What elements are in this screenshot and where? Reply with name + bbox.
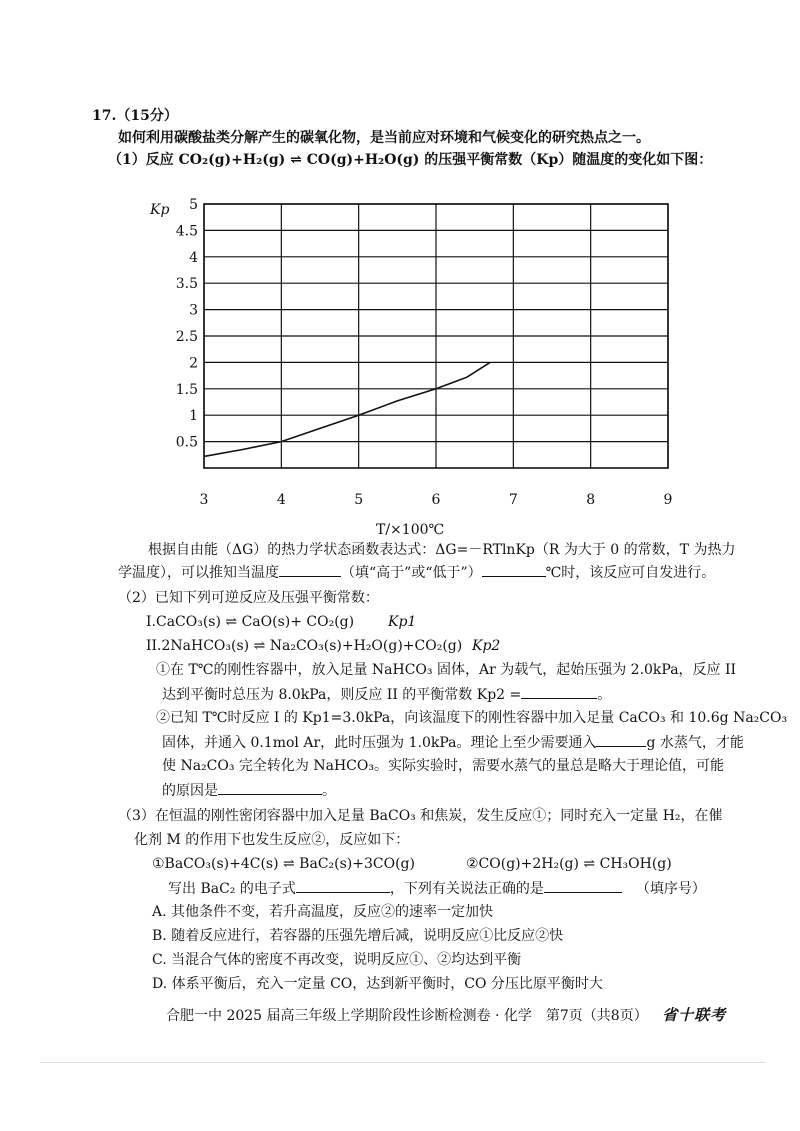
part2-q1-a: ①在 T℃的刚性容器中，放入足量 NaHCO₃ 固体，Ar 为载气，起始压强为 2.0kPa，反应 II [156,662,737,678]
part1-text-a: 根据自由能（ΔG）的热力学状态函数表达式：ΔG=－RTlnKp（R 为大于 0 的常数，T 为热力 [148,542,736,558]
part2-q2-d2: 。 [322,783,336,799]
answer-blank-reason[interactable] [218,780,322,795]
part3-b: 化剂 M 的作用下也发生反应②，反应如下： [134,832,410,848]
answer-blank-water-mass[interactable] [596,732,646,747]
reaction-1-k: Kp1 [388,614,417,630]
part2-q2-d1: 的原因是 [162,783,218,799]
y-tick-label: 0.5 [175,434,198,451]
footer-stamp: 省十联考 [662,1006,727,1024]
answer-blank-temp-compare[interactable] [279,562,341,577]
page-bottom-rule [40,1062,765,1063]
part2-q2-a: ②已知 T℃时反应 I 的 Kp1=3.0kPa，向该温度下的刚性容器中加入足量 CaCO₃ 和 10.6g Na₂CO₃ [156,710,788,726]
chart-grid [204,204,668,468]
question-number: 17.（15分） [92,108,178,124]
part2-q1-b1: 达到平衡时总压为 8.0kPa，则反应 II 的平衡常数 Kp2 = [162,687,522,703]
y-tick-label: 4.5 [175,223,198,240]
x-tick-label: 7 [508,492,518,508]
x-tick-label: 8 [586,492,596,508]
part1-stem: （1）反应 CO₂(g)+H₂(g) ⇌ CO(g)+H₂O(g) 的压强平衡常数（Kp）随温度的变化如下图： [108,152,713,168]
y-tick-label: 2.5 [175,329,198,345]
x-tick-label: 6 [431,492,441,508]
option-d: D. 体系平衡后，充入一定量 CO，达到新平衡时，CO 分压比原平衡时大 [152,976,603,992]
part2-q2-c: 使 Na₂CO₃ 完全转化为 NaHCO₃。实际实验时，需要水蒸气的量总是略大于理论值，可能 [162,758,724,774]
reaction-3: ①BaCO₃(s)+4C(s) ⇌ BaC₂(s)+3CO(g) [152,856,415,872]
x-tick-label: 9 [663,492,673,508]
y-tick-label: 2 [189,355,198,372]
kp-temperature-chart [140,190,680,540]
part1-text-b2: （填“高于”或“低于”） [341,565,482,581]
x-tick-label: 4 [276,492,286,508]
x-tick-label: 3 [199,492,209,508]
y-axis-label: Kp [150,202,170,218]
y-tick-label: 3.5 [175,276,198,293]
option-c: C. 当混合气体的密度不再改变，说明反应①、②均达到平衡 [152,952,522,968]
part3-a: （3）在恒温的刚性密闭容器中加入足量 BaCO₃ 和焦炭，发生反应①；同时充入一定量 H₂，在催 [118,808,723,824]
reaction-4: ②CO(g)+2H₂(g) ⇌ CH₃OH(g) [466,856,672,872]
x-tick-label: 5 [354,492,364,508]
part1-text-b3: ℃时，该反应可自发进行。 [545,565,716,581]
option-b: B. 随着反应进行，若容器的压强先增后减，说明反应①比反应②快 [152,928,564,944]
part3-c3: （填序号） [635,881,706,897]
reaction-2-k: Kp2 [472,638,501,654]
page-footer [166,1004,726,1025]
answer-blank-correct-options[interactable] [544,878,622,893]
reaction-2: II.2NaHCO₃(s) ⇌ Na₂CO₃(s)+H₂O(g)+CO₂(g) [146,638,463,654]
kp-curve [204,362,490,456]
answer-blank-electron-formula[interactable] [296,878,390,893]
answer-blank-kp2[interactable] [521,684,597,699]
y-tick-label: 5 [189,197,198,213]
part2-q1-b2: 。 [597,687,612,703]
chart-ticks [176,197,673,508]
x-axis-label: T/×100℃ [376,522,445,538]
part2-q2-b1: 固体，并通入 0.1mol Ar，此时压强为 1.0kPa。理论上至少需要通入 [162,735,597,751]
part3-c [168,878,706,899]
part2-q2-d [162,780,336,801]
reaction-1: I.CaCO₃(s) ⇌ CaO(s)+ CO₂(g) [146,614,355,630]
part1-text-b1: 学温度），可以推知当温度 [118,565,279,581]
part2-q2-b2: g 水蒸气，才能 [646,735,744,751]
answer-blank-temperature[interactable] [482,562,546,577]
option-a: A. 其他条件不变，若升高温度，反应②的速率一定加快 [152,904,494,920]
y-tick-label: 4 [189,249,198,266]
y-tick-label: 3 [189,302,198,319]
part2-q1-b [162,684,611,705]
part1-text-b [118,562,715,583]
part2-stem: （2）已知下列可逆反应及压强平衡常数： [118,590,379,606]
part2-q2-b [162,732,744,753]
y-tick-label: 1.5 [175,381,198,398]
part3-c1: 写出 BaC₂ 的电子式 [168,881,296,897]
question-intro: 如何利用碳酸盐类分解产生的碳氧化物，是当前应对环境和气候变化的研究热点之一。 [118,130,650,146]
part3-c2: ，下列有关说法正确的是 [389,881,544,897]
footer-text: 合肥一中 2025 届高三年级上学期阶段性诊断检测卷 · 化学 第7页（共8页） [166,1008,648,1024]
y-tick-label: 1 [189,408,198,425]
